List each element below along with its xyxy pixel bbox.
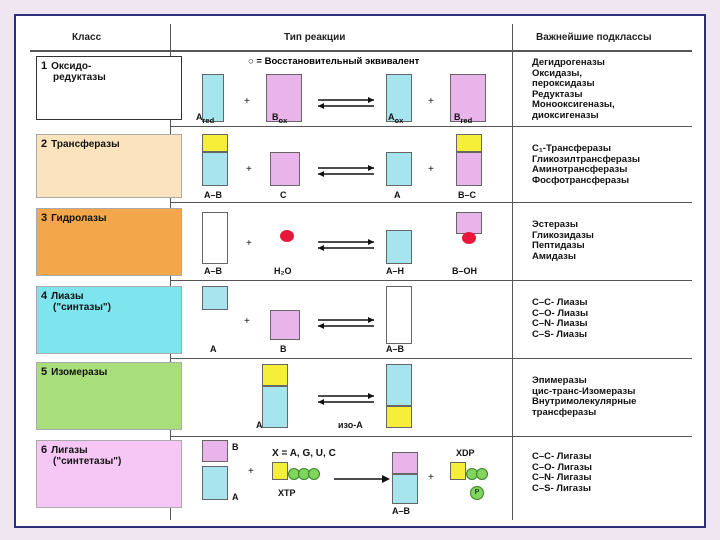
molecule-iso-a — [386, 364, 412, 406]
legend-text: = Восстановительный эквивалент — [256, 56, 420, 67]
xdp-base-icon — [450, 462, 466, 480]
molecule-b — [392, 452, 418, 474]
header-divider — [30, 50, 692, 52]
phosphate-p-icon: P — [470, 486, 484, 500]
reversible-arrows-icon — [316, 238, 376, 252]
class-number: 1 — [41, 60, 48, 72]
hydroxyl-group-icon — [462, 232, 476, 244]
header-class: Класс — [72, 32, 102, 43]
isomer-part — [262, 364, 288, 386]
reducing-equivalent-icon: ○ — [248, 56, 254, 67]
legend — [248, 56, 419, 67]
molecule-b-part — [202, 134, 228, 152]
molecule-c — [270, 152, 300, 186]
molecule-a — [386, 152, 412, 186]
subclasses-ligases: C–C- Лигазы C–O- Лигазы C–N- Лигазы C–S- Лигазы — [532, 451, 593, 494]
reversible-arrows-icon — [316, 96, 376, 110]
molecule-a-b — [202, 212, 228, 264]
isomer-part — [386, 406, 412, 428]
nucleotide-note: X = A, G, U, C — [272, 448, 336, 459]
molecule-a-h — [386, 230, 412, 264]
subclasses-transferases: C₁-Трансферазы Гликозилтрансферазы Аминотрансферазы Фосфотрансферазы — [532, 143, 640, 186]
reversible-arrows-icon — [316, 164, 376, 178]
molecule-c-part — [456, 152, 482, 186]
molecule-a — [392, 474, 418, 504]
subclasses-oxidoreductases: Дегидрогеназы Оксидазы, пероксидазы Редуктазы Монооксигеназы, диоксигеназы — [532, 57, 615, 121]
header-reaction-type: Тип реакции — [284, 32, 346, 43]
forward-arrow-icon — [332, 472, 392, 486]
class-row-hydrolases: 3 Гидролазы — [36, 208, 182, 276]
class-row-lyases: 4 Лиазы ("синтазы") — [36, 286, 182, 354]
class-name-line1: Оксидо- — [51, 61, 92, 72]
class-row-isomerases: 5 Изомеразы — [36, 362, 182, 430]
molecule-a — [202, 466, 228, 500]
class-name-line2: редуктазы — [53, 72, 106, 83]
water-molecule-icon — [280, 230, 294, 242]
subclasses-hydrolases: Эстеразы Гликозидазы Пептидазы Амидазы — [532, 219, 594, 262]
molecule-b — [202, 440, 228, 462]
molecule-a — [262, 386, 288, 428]
reversible-arrows-icon — [316, 316, 376, 330]
reversible-arrows-icon — [316, 392, 376, 406]
diagram-frame: Класс Тип реакции Важнейшие подклассы ○ = Восстановительный эквивалент 1 Оксидо- редуктазы + + $A_{red}$ $B_{ox}$ $A_{ox}$ $B_{red}$ Дегидрогеназы Оксидазы, пероксидазы Редуктазы Монооксигеназы, диоксигеназы 2 Трансферазы + + A–B C A B–C C₁-Трансферазы Гликозилтрансферазы Аминотрансферазы Фосфотрансферазы 3 Гидролазы + A–B H₂O A–H B–OH Эстеразы Гликозидазы Пептидазы Амидазы 4 Лиазы ("синтазы") + A B A–B C–C- Лиазы C–O- Лиазы C–N- Лиазы C–S- Лиазы 5 Изомеразы A изо-A Эпимеразы цис-транс-Изомеразы Внутримолекулярные трансферазы 6 Лигазы ("синтетазы") B A + X = A, G, U, C XTP A–B + XDP P C–C- Лигазы C–O- Лигазы C–N- Лигазы C–S- Лигазы — [14, 14, 706, 528]
molecule-a — [202, 286, 228, 310]
phosphate-icon — [476, 468, 488, 480]
xtp-base-icon — [272, 462, 288, 480]
column-divider-2 — [512, 24, 513, 520]
subclasses-lyases: C–C- Лиазы C–O- Лиазы C–N- Лиазы C–S- Лиазы — [532, 297, 589, 340]
class-row-ligases: 6 Лигазы ("синтетазы") — [36, 440, 182, 508]
class-row-transferases: 2 Трансферазы — [36, 134, 182, 198]
phosphate-icon — [308, 468, 320, 480]
molecule-b-oh — [456, 212, 482, 234]
subclasses-isomerases: Эпимеразы цис-транс-Изомеразы Внутримолекулярные трансферазы — [532, 375, 637, 418]
molecule-a-b — [386, 286, 412, 344]
molecule-b-part — [456, 134, 482, 152]
molecule-b — [270, 310, 300, 340]
header-subclasses: Важнейшие подклассы — [536, 32, 652, 43]
molecule-a-part — [202, 152, 228, 186]
class-row-oxidoreductases — [36, 56, 182, 120]
